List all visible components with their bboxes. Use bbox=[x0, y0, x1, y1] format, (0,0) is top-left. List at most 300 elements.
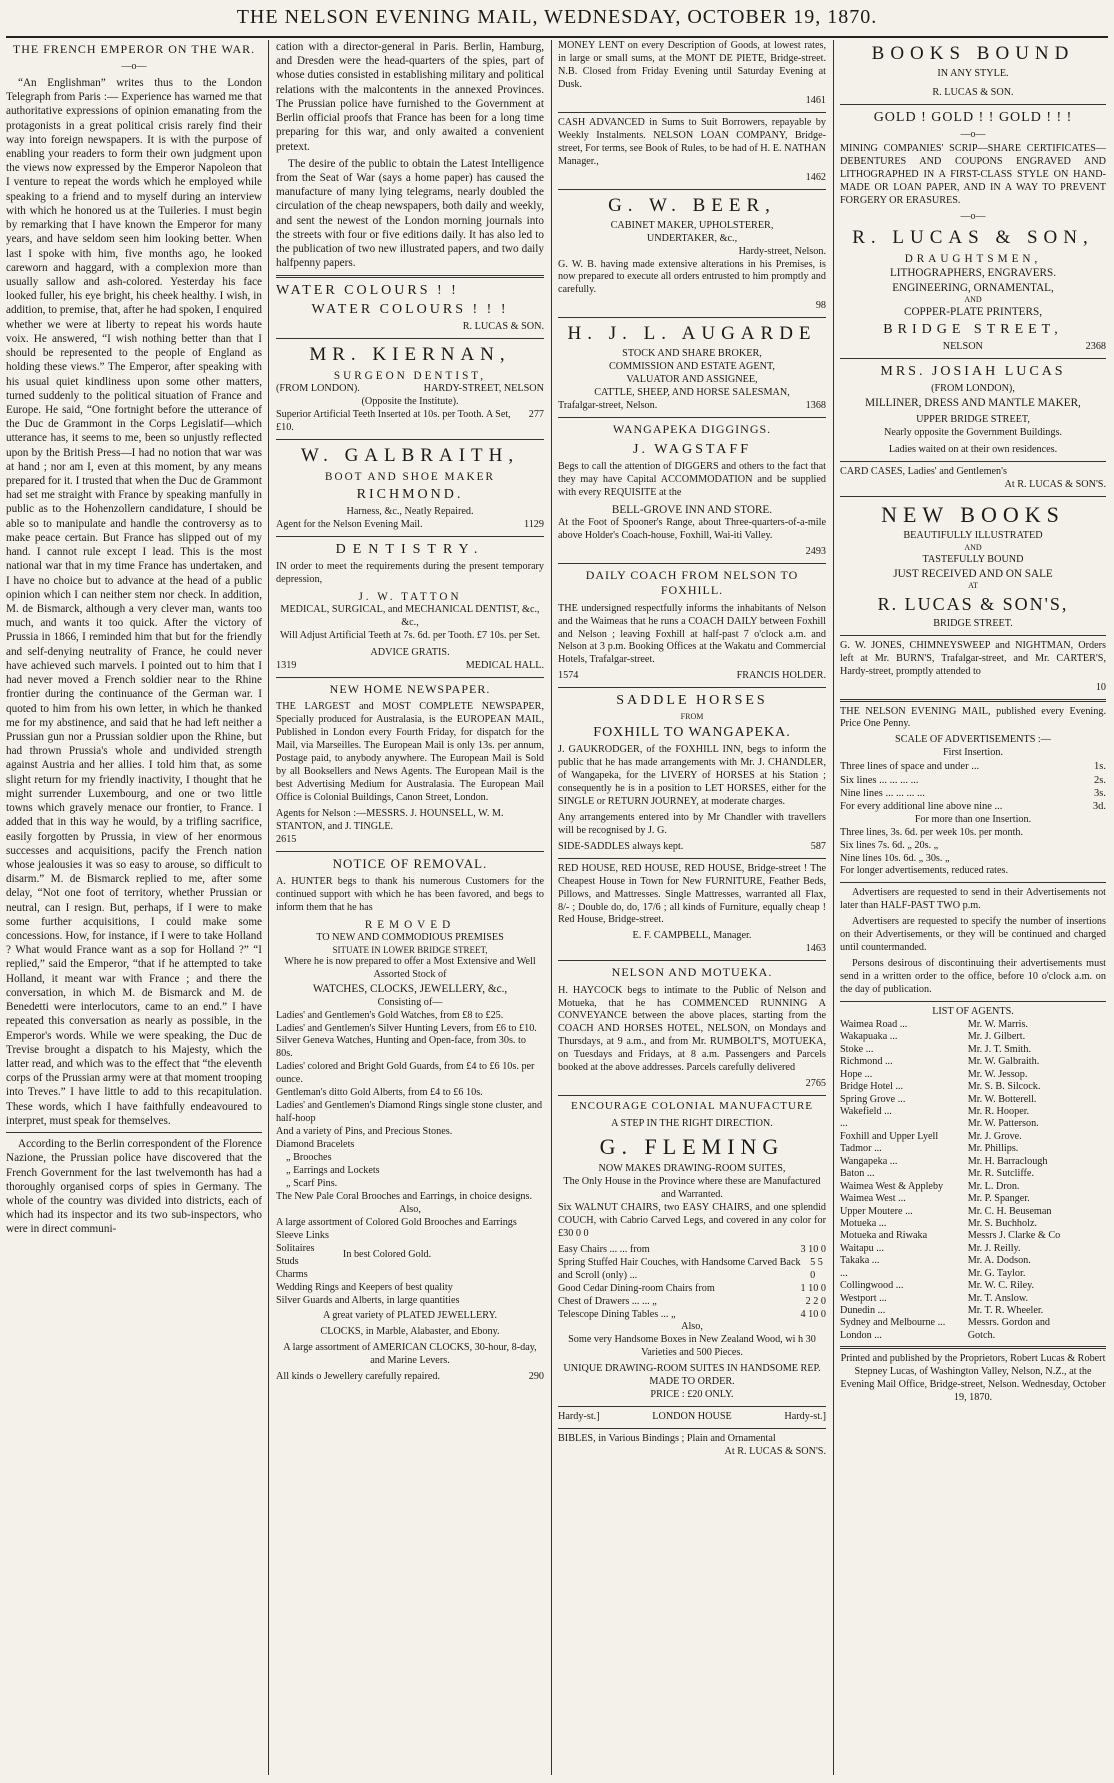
ad-line: BOOT AND SHOE MAKER bbox=[325, 471, 495, 484]
ad-heading: G. W. BEER, bbox=[608, 194, 776, 216]
ad-body: MINING COMPANIES' SCRIP—SHARE CERTIFICATES—DEBENTURES AND COUPONS ENGRAVED AND LITHOGRAPHED IN A FIRST-CLASS STYLE ON HAND-MADE OR LOAN PAPER, AND IN A WAY TO PREVENT FORGERY OR ERASURES. bbox=[840, 143, 1106, 207]
ad-line: Some very Handsome Boxes in New Zealand Wood, wi h 30 Varieties and 500 Pieces. bbox=[568, 1334, 816, 1359]
agent-place: Motueka ... bbox=[840, 1217, 887, 1229]
ad-line: LONDON HOUSE bbox=[652, 1411, 732, 1423]
ad-body: CARD CASES, Ladies' and Gentlemen's bbox=[840, 465, 1007, 477]
ad-nelson-motueka bbox=[558, 965, 826, 1091]
ad-new-home-newspaper bbox=[276, 682, 544, 847]
ad-bibles bbox=[558, 1433, 826, 1459]
agent-name: Mr. J. Grove. bbox=[967, 1130, 1022, 1142]
ad-cash-advanced bbox=[558, 117, 826, 185]
ad-line: BEAUTIFULLY ILLUSTRATED bbox=[903, 530, 1043, 542]
divider bbox=[558, 960, 826, 961]
price-value: 5 5 0 bbox=[810, 1256, 823, 1281]
agent-place: Takaka ... bbox=[840, 1255, 880, 1267]
agent-place: Upper Moutere ... bbox=[840, 1205, 913, 1217]
agent-place: Collingwood ... bbox=[840, 1280, 904, 1292]
ad-line: The Only House in the Province where these are Manufactured and Warranted. bbox=[563, 1176, 821, 1200]
ad-line: TO NEW AND COMMODIOUS PREMISES bbox=[316, 932, 504, 944]
divider bbox=[276, 275, 544, 278]
agent-name: Mr. W. Marris. bbox=[967, 1018, 1028, 1030]
list-of-agents bbox=[840, 1006, 1106, 1342]
ad-number: 587 bbox=[810, 840, 826, 852]
ad-body: Persons desirous of discontinuing their advertisements must send in a written order to the office, before 10 o'clock a.m. on the day of publication. bbox=[840, 958, 1106, 996]
ad-body: THE LARGEST and MOST COMPLETE NEWSPAPER, Specially produced for Australasia, is the EUROPEAN MAIL, Published in London every Fourth Friday, for dispatch for the Mail, via Marseilles. The European Mail is only 13s. per annum, Postage paid, to anybody anywhere. The European Mail is Sold by all Booksellers and News Agents. The European Mail is the best Advertising Medium for Australasia. The European Mail Office is Colonial Buildings, Canon Street, London. bbox=[276, 701, 544, 803]
item-list bbox=[276, 1010, 544, 1204]
agent-name: Mr. J. Gilbert. bbox=[967, 1031, 1026, 1043]
agent-place: Stoke ... bbox=[840, 1043, 874, 1055]
agents-heading: LIST OF AGENTS. bbox=[932, 1006, 1014, 1018]
divider bbox=[276, 439, 544, 440]
agent-name: Mr. G. Taylor. bbox=[967, 1267, 1026, 1279]
ad-line: MEDICAL HALL. bbox=[465, 659, 544, 671]
list-item: „ Brooches bbox=[286, 1152, 332, 1164]
ad-line: SITUATE IN LOWER BRIDGE STREET, bbox=[332, 945, 488, 956]
price-value: 3 10 0 bbox=[800, 1243, 826, 1255]
ad-line: J. W. TATTON bbox=[358, 590, 462, 603]
agent-name: Messrs. Gordon and bbox=[967, 1317, 1051, 1329]
ad-body: THE undersigned respectfully informs the inhabitants of Nelson and the Waimeas that he runs a COACH DAILY between Foxhill and Nelson ; leaving Foxhill at half-past 7 o'clock a.m. and Nelson at 3 p.m. Booking Offices at the Wakatu and Commercial Hotels, Trafalgar-street. bbox=[558, 602, 826, 666]
article-body: According to the Berlin correspondent of the Florence Nazione, the Prussian police have discovered that the French Government for the last twelvemonth has had a thoroughly organised corps of spies in Germany. The whole of the country was divided into districts, each of which had its inspector and its two sub-inspectors, who were in direct communi- bbox=[6, 1138, 262, 1236]
agent-name: Mr. J. T. Smith. bbox=[967, 1043, 1031, 1055]
ad-body: Advertisers are requested to send in their Advertisements not later than HALF-PAST TWO p.m. bbox=[840, 887, 1106, 912]
ad-books-bound bbox=[840, 42, 1106, 100]
price-item: Spring Stuffed Hair Couches, with Handsome Carved Back and Scroll (only) ... bbox=[558, 1256, 801, 1281]
ad-red-house bbox=[558, 863, 826, 957]
scale-table bbox=[840, 760, 1106, 813]
divider bbox=[558, 1406, 826, 1407]
ad-line: CABINET MAKER, UPHOLSTERER, bbox=[610, 219, 774, 231]
ad-heading: DENTISTRY. bbox=[335, 542, 485, 558]
article-body: cation with a director-general in Paris. Berlin, Hamburg, and Dresden were the head-quarters of the spies, part of whose duties consisted in establishing military and political relations with the malcontents in the annexed Provinces. The Prussian police have furnished to the Government at Berlin official proofs that France has been for a long time preparing for this war, and only awaited a convenient pretext. bbox=[276, 41, 544, 153]
masthead: THE NELSON EVENING MAIL, WEDNESDAY, OCTOBER 19, 1870. bbox=[236, 6, 878, 28]
divider bbox=[558, 1095, 826, 1096]
ad-line: COPPER-PLATE PRINTERS, bbox=[903, 305, 1042, 318]
ad-beer bbox=[558, 194, 826, 314]
ad-body: Advertisers are requested to specify the number of insertions on their Advertisements, or they will be continued and charged until countermanded. bbox=[840, 916, 1106, 954]
ad-line: ADVICE GRATIS. bbox=[370, 646, 450, 658]
price-value: 4 10 0 bbox=[800, 1308, 826, 1320]
ad-line: Six lines 7s. 6d. „ 20s. „ bbox=[840, 839, 939, 851]
price-item: Chest of Drawers ... ... „ bbox=[558, 1295, 657, 1307]
ad-saddle-horses bbox=[558, 692, 826, 853]
list-item: „ Earrings and Lockets bbox=[286, 1165, 380, 1176]
ad-line: A great variety of PLATED JEWELLERY. bbox=[322, 1310, 498, 1322]
ad-body: H. HAYCOCK begs to intimate to the Public of Nelson and Motueka, that he has COMMENCED RUNNING A CONVEYANCE between the above places, starting from the COACH AND HORSES HOTEL, NELSON, on Mondays and Thursdays, at 9 a.m., and from Mr. RUMBOLT'S, MOTUEKA, on Tuesdays and Fridays, at 8 a.m. Passengers and Parcels booked at the above addresses. Parcels carefully delivered bbox=[558, 984, 826, 1074]
ad-line: WATER COLOURS ! ! ! bbox=[311, 302, 509, 318]
ad-notice-of-removal bbox=[276, 856, 544, 1385]
agent-place: Waimea Road ... bbox=[840, 1018, 908, 1030]
ad-body: Any arrangements entered into by Mr Chandler with travellers will be recognised by J. G. bbox=[558, 811, 826, 836]
ad-heading: G. FLEMING bbox=[599, 1134, 785, 1160]
agent-place: Waimea West ... bbox=[840, 1193, 906, 1205]
ad-line: (Opposite the Institute). bbox=[361, 396, 459, 408]
divider bbox=[840, 1001, 1106, 1002]
agents-table bbox=[840, 1019, 1106, 1342]
ad-body: CASH ADVANCED in Sums to Suit Borrowers, repayable by Weekly Instalments. NELSON LOAN COMPANY, Bridge-street, For terms, see Book of Rules, to be had of H. E. NATHAN Manager., bbox=[558, 116, 826, 167]
ad-line: ENGINEERING, ORNAMENTAL, bbox=[892, 281, 1054, 294]
ad-line: BRIDGE STREET, bbox=[883, 322, 1063, 338]
ad-number: 10 bbox=[1095, 681, 1106, 693]
ad-line: Consisting of— bbox=[377, 996, 443, 1008]
agent-place: Wangapeka ... bbox=[840, 1155, 898, 1167]
ad-galbraith bbox=[276, 444, 544, 532]
ad-line: Will Adjust Artificial Teeth at 7s. 6d. per Tooth. £7 10s. per Set. bbox=[279, 629, 541, 641]
ad-body: G. W. JONES, CHIMNEYSWEEP and NIGHTMAN, Orders left at Mr. BURN'S, Trafalgar-street, and Mr. CARTER'S, Hardy-street, promptly attended to bbox=[840, 639, 1106, 677]
ornament: —o— bbox=[960, 128, 986, 140]
list-item: „ Scarf Pins. bbox=[286, 1177, 338, 1189]
agent-place: Sydney and Melbourne ... bbox=[840, 1317, 946, 1329]
ad-line: R. LUCAS & SON'S, bbox=[877, 593, 1069, 614]
ad-line: In best Colored Gold. bbox=[342, 1249, 432, 1261]
ad-body: Six WALNUT CHAIRS, two EASY CHAIRS, and one splendid COUCH, with Cabrio Carved Legs, and covered in any color for £30 0 0 bbox=[558, 1201, 826, 1239]
ad-number: 1368 bbox=[805, 400, 826, 412]
divider bbox=[276, 338, 544, 339]
agent-place: Spring Grove ... bbox=[840, 1093, 906, 1105]
column-1 bbox=[6, 40, 262, 1775]
agent-place: Wakapuaka ... bbox=[840, 1031, 898, 1043]
agent-place: Dunedin ... bbox=[840, 1305, 886, 1317]
ad-line: Ladies waited on at their own residences. bbox=[888, 443, 1058, 455]
ad-line: Silver Guards and Alberts, in large quantities bbox=[276, 1294, 460, 1306]
divider bbox=[276, 677, 544, 678]
ad-line: FOXHILL TO WANGAPEKA. bbox=[593, 725, 791, 741]
ad-heading: DAILY COACH FROM NELSON TO FOXHILL. bbox=[585, 568, 799, 598]
ad-heading: BOOKS BOUND bbox=[871, 43, 1075, 64]
agent-name: Mr. J. Reilly. bbox=[967, 1242, 1021, 1254]
divider bbox=[558, 112, 826, 113]
ad-line: PRICE : £20 ONLY. bbox=[650, 1389, 734, 1401]
ornament: —o— bbox=[121, 61, 147, 73]
list-item: Gentleman's ditto Gold Alberts, from £4 to £6 10s. bbox=[276, 1087, 483, 1099]
ad-line: WATCHES, CLOCKS, JEWELLERY, &c., bbox=[312, 983, 508, 996]
ad-line: Agent for the Nelson Evening Mail. bbox=[276, 519, 423, 531]
article-body: “An Englishman” writes thus to the London Telegraph from Paris :— Experience has warned me that authoritative expressions of opinion emanating from the protagonists in a great political crisis rarely find their way into foreign newspapers. It is with the purpose of enabling your readers to form their own judgment upon the views now expressed by the Emperor Napoleon that I venture to repeat the words which he employed while speaking to a friend and to myself during an interview with which he honored us at the Tuileries. I must begin by remarking that I have known the Emperor for many years, and have seldom seen him looking better. When last I spoke with him, five months ago, he looked careworn and haggard, with a complexion more than usually sallow and ash-colored. Yesterday his face looked fuller, his eye bright, his cheek healthy. I wish, in addition, to premise, that, after he had spoken, I enquired whether we were at liberty to repeat his words haute voix. He answered, “I wish nothing better than that I should be represented to the people of England as holding these views.” The Emperor, after speaking with his usual quiet kindliness upon some other matters, turned suddenly to the political situation of France and Europe. He said, “One fortnight before the utterance of the Duc de Grammont in the Corps Legislatif—which utterance has, it seems to me, been so unjustly reflected upon by the British Press—I had no notion that war was at hand ; nor am I, even at this moment, by any means prepared for it. I trusted that when the Duc de Grammont had set me straight with France by speaking manfully in public as to the Hohenzollern candidature, I should be able so to manipulate and handle the controversy as to make peace certain. But France has slipped out of my hand. I cannot rule except I lead. This is the most national war that in my time France has undertaken, and I have no choice but to advance at the head of a public opinion which I can neither stem nor check. In addition, M. de Bismarck, although a very clever man, wants too much, and wants it too quick. After the victory of Prussia in 1866, I reminded him that but for the friendly and self-denying neutrality of France, he could never have achieved such marvels. I pointed out to him that I had never moved a French soldier near to the Rhine frontier during the continuance of the German war. I quoted to him from his own letter, in which he thanked me for my abstinence, and said that he had left neither a Prussian gun nor a Prussian soldier upon the Rhine, but had thrown Prussia's whole and undivided strength against Austria and her allies. I told him that, as some slight return for my friendly inactivity, I thought that he might surrender Luxembourg, and one or two little towns which gravely menace our frontier, to France. I added that in this way he would, by a trifling sacrifice, easily forgotten by Prussia, in view of her enormous successes and acquisitions, pacify the French nation whose jealousies it was so easy to arouse, so difficult to disarm.” M. de Bismarck replied to me, after some delay, “Not one foot of territory, whether Prussian or neutral, can I resign. But, perhaps, if I were to make some further acquisitions, I could make some concessions. How, for instance, if I were to take Holland ? What would France want as a sop for Holland ?” “I replied,” said the Emperor, “that if he attempted to take Holland, it meant war with France ; and there the conversation, in which M. de Bismarck and M. de Benedetti were interlocutors, came to an end.” I have repeated this conversation as nearly as possible, in the Emperor's words. While we were speaking, the Duc de Trevise brought a dispatch to his Majesty, which the latter read, and which was to the effect that “the eleventh corps of the Prussian army were at that moment trooping into Treves.” I have little to add to this recapitulation. These words, which I have faithfully endeavoured to interpret, must speak for themselves. bbox=[6, 76, 262, 1127]
ad-daily-coach bbox=[558, 568, 826, 683]
ad-line: STOCK AND SHARE BROKER, bbox=[622, 348, 762, 360]
ad-line: FRANCIS HOLDER. bbox=[736, 670, 826, 682]
ad-line: SIDE-SADDLES always kept. bbox=[558, 840, 684, 852]
ad-heading: SCALE OF ADVERTISEMENTS :— bbox=[895, 734, 1051, 746]
agent-place: Motueka and Riwaka bbox=[840, 1230, 928, 1242]
scale-item: For every additional line above nine ... bbox=[840, 801, 1003, 813]
ad-line: CATTLE, SHEEP, AND HORSE SALESMAN, bbox=[594, 387, 790, 399]
divider bbox=[558, 417, 826, 418]
divider bbox=[840, 461, 1106, 462]
gold-heading: GOLD ! GOLD ! ! GOLD ! ! ! bbox=[873, 110, 1073, 126]
column-3 bbox=[558, 40, 826, 1775]
agent-name: Mr. Phillips. bbox=[967, 1143, 1019, 1155]
ad-line: Hardy-street, Nelson. bbox=[738, 245, 826, 257]
ad-new-books bbox=[840, 501, 1106, 631]
agent-place: Waitapu ... bbox=[840, 1242, 884, 1254]
ornament: —o— bbox=[960, 211, 986, 223]
ad-line: Superior Artificial Teeth Inserted at 10s. per Tooth. A Set, £10. bbox=[276, 409, 511, 434]
ad-line: Hardy-st.] bbox=[558, 1411, 600, 1423]
ad-line: Where he is now prepared to offer a Most Extensive and Well Assorted Stock of bbox=[284, 956, 536, 981]
ad-line: Agents for Nelson :—MESSRS. J. HOUNSELL, W. M. STANTON, and J. TINGLE. bbox=[276, 807, 504, 832]
price-value: 1 10 0 bbox=[800, 1282, 826, 1294]
ad-line: Also, bbox=[681, 1321, 703, 1333]
agent-name: Mr. S. Buchholz. bbox=[967, 1217, 1038, 1229]
ad-heading: NEW HOME NEWSPAPER. bbox=[329, 681, 491, 696]
ad-line: A STEP IN THE RIGHT DIRECTION. bbox=[611, 1118, 773, 1130]
ad-line: REMOVED bbox=[364, 918, 456, 931]
ad-body: A. HUNTER begs to thank his numerous Customers for the continued support with which he has been favored, and begs to inform them that he has bbox=[276, 876, 544, 913]
ad-line: MEDICAL, SURGICAL, and MECHANICAL DENTIST, &c., &c., bbox=[280, 604, 540, 628]
ad-heading: NELSON AND MOTUEKA. bbox=[611, 965, 773, 980]
ad-line: Also, bbox=[399, 1203, 421, 1215]
scale-item: Nine lines ... ... ... ... bbox=[840, 787, 925, 799]
ad-kiernan bbox=[276, 343, 544, 435]
ad-josiah-lucas bbox=[840, 363, 1106, 457]
agent-name: Mr. A. Dodson. bbox=[967, 1255, 1031, 1267]
ad-line: NELSON bbox=[942, 340, 983, 352]
ad-heading: NEW BOOKS bbox=[881, 501, 1065, 527]
price-item: Telescope Dining Tables ... „ bbox=[558, 1308, 676, 1320]
ad-number: 1129 bbox=[524, 519, 544, 531]
ad-line: FROM bbox=[680, 712, 704, 722]
column-rule bbox=[833, 40, 834, 1775]
divider bbox=[840, 882, 1106, 883]
ad-water-colours bbox=[276, 282, 544, 334]
ad-heading: H. J. L. AUGARDE bbox=[567, 323, 817, 345]
list-item: Diamond Bracelets bbox=[276, 1139, 355, 1151]
ad-line: At R. LUCAS & SON'S. bbox=[1004, 478, 1106, 490]
ad-line: LITHOGRAPHERS, ENGRAVERS. bbox=[889, 267, 1057, 280]
ad-line: Wedding Rings and Keepers of best quality bbox=[276, 1281, 453, 1293]
list-item: Studs bbox=[276, 1255, 299, 1267]
agent-place: London ... bbox=[840, 1329, 882, 1341]
ad-number: 1462 bbox=[805, 171, 826, 183]
divider bbox=[840, 104, 1106, 105]
list-item: Ladies' and Gentlemen's Gold Watches, from £8 to £25. bbox=[276, 1009, 504, 1021]
ad-augarde bbox=[558, 322, 826, 413]
agent-name: Mr. W. Jessop. bbox=[967, 1068, 1028, 1080]
agent-name: Mr. T. Anslow. bbox=[967, 1292, 1029, 1304]
ad-line: IN ANY STYLE. bbox=[937, 68, 1009, 80]
ad-line: BELL-GROVE INN AND STORE. bbox=[611, 504, 773, 517]
price-item: Good Cedar Dining-room Chairs from bbox=[558, 1282, 715, 1294]
divider bbox=[840, 358, 1106, 359]
ad-line: TASTEFULLY BOUND bbox=[922, 553, 1024, 565]
ad-heading: MRS. JOSIAH LUCAS bbox=[880, 363, 1066, 379]
column-2 bbox=[276, 40, 544, 1775]
scale-value: 2s. bbox=[1094, 774, 1106, 786]
divider bbox=[558, 317, 826, 318]
divider bbox=[558, 858, 826, 859]
agent-name: Mr. L. Dron. bbox=[967, 1180, 1020, 1192]
ad-line: CLOCKS, in Marble, Alabaster, and Ebony. bbox=[320, 1326, 500, 1338]
agent-name: Mr. C. H. Beuseman bbox=[967, 1205, 1052, 1217]
column-rule bbox=[551, 40, 552, 1775]
ad-line: Trafalgar-street, Nelson. bbox=[558, 400, 658, 412]
list-item: Charms bbox=[276, 1268, 308, 1280]
advertising-terms bbox=[840, 706, 1106, 998]
agent-name: Mr. W. C. Riley. bbox=[967, 1280, 1035, 1292]
ad-line: WATER COLOURS ! ! bbox=[276, 282, 459, 298]
column-4 bbox=[840, 40, 1106, 1775]
ad-wangapeka-diggings bbox=[558, 422, 826, 559]
ad-line: All kinds o Jewellery carefully repaired. bbox=[276, 1371, 441, 1383]
ad-line: AND bbox=[964, 294, 982, 304]
ad-line: (FROM LONDON), bbox=[931, 382, 1015, 394]
ad-line: AT bbox=[968, 580, 978, 590]
list-item: Silver Geneva Watches, Hunting and Open-face, from 30s. to 80s. bbox=[276, 1035, 526, 1060]
scale-item: Three lines of space and under ... bbox=[840, 761, 980, 773]
ad-body: MONEY LENT on every Description of Goods, at lowest rates, in large or small sums, at the MONT DE PIETE, Bridge-street. N.B. Closed from Friday Evening until Saturday Evening at Dusk. bbox=[558, 40, 826, 90]
list-item: The New Pale Coral Brooches and Earrings, in choice designs. bbox=[276, 1190, 533, 1202]
ad-heading: WANGAPEKA DIGGINGS. bbox=[612, 422, 772, 437]
ad-line: A large assortment of Colored Gold Brooches and Earrings bbox=[276, 1216, 517, 1228]
ad-card-cases bbox=[840, 466, 1106, 492]
ad-line: MILLINER, DRESS AND MANTLE MAKER, bbox=[865, 396, 1081, 409]
ad-heading: SADDLE HORSES bbox=[616, 693, 768, 709]
ad-line: A large assortment of AMERICAN CLOCKS, 30-hour, 8-day, and Marine Levers. bbox=[283, 1342, 537, 1367]
agent-place: ... bbox=[840, 1118, 848, 1130]
agent-name: Mr. W. Patterson. bbox=[967, 1118, 1039, 1130]
article-body: The desire of the public to obtain the Latest Intelligence from the Seat of War (says a home paper) has caused the manufacture of many lying telegrams, nearly doubled the circulation of the cheap newspapers, both daily and weekly, and sent the newest of the London morning journals into the streets with four or five editions daily. It has also led to the publication of two new illustrated papers, and two daily halfpenny papers. bbox=[276, 157, 544, 270]
ad-line: UNIQUE DRAWING-ROOM SUITES IN HANDSOME REP. MADE TO ORDER. bbox=[563, 1363, 821, 1388]
agent-name: Mr. R. Sutcliffe. bbox=[967, 1168, 1034, 1180]
ad-heading: ENCOURAGE COLONIAL MANUFACTURE bbox=[570, 1100, 814, 1113]
ad-line: (FROM LONDON). bbox=[276, 383, 360, 395]
scale-value: 3d. bbox=[1092, 801, 1106, 813]
ad-heading: NOTICE OF REMOVAL. bbox=[332, 855, 488, 871]
ad-dentistry bbox=[276, 541, 544, 673]
agent-place: Richmond ... bbox=[840, 1056, 893, 1068]
divider bbox=[558, 563, 826, 564]
ad-number: 2765 bbox=[805, 1078, 826, 1090]
ad-line: DRAUGHTSMEN, bbox=[904, 253, 1042, 266]
ad-line: AND bbox=[964, 543, 982, 553]
ad-line: IN order to meet the requirements during the present temporary depression, bbox=[276, 560, 544, 585]
ad-body: RED HOUSE, RED HOUSE, RED HOUSE, Bridge-street ! The Cheapest House in Town for New FURNITURE, Feather Beds, Pillows, and Mattresses. Single Mattresses, warranted all Flax, 8/- ; Double do, do, 17/6 ; all kinds of Furniture, equally cheap ! Red House, Bridge-street. bbox=[558, 862, 826, 926]
ad-number: 1463 bbox=[805, 943, 826, 955]
masthead-rule bbox=[6, 36, 1108, 38]
price-value: 2 2 0 bbox=[805, 1295, 826, 1307]
ad-number: 98 bbox=[815, 300, 826, 312]
ad-line: RICHMOND. bbox=[356, 487, 464, 503]
divider bbox=[558, 189, 826, 190]
ad-line: NOW MAKES DRAWING-ROOM SUITES, bbox=[598, 1163, 786, 1175]
agent-place: Bridge Hotel ... bbox=[840, 1081, 904, 1093]
ad-fleming bbox=[558, 1100, 826, 1402]
ad-body: THE NELSON EVENING MAIL, published every Evening. Price One Penny. bbox=[840, 705, 1106, 730]
ad-line: Three lines, 3s. 6d. per week 10s. per month. bbox=[840, 826, 1024, 838]
ad-line: For more than one Insertion. bbox=[914, 813, 1032, 825]
ad-line: HARDY-STREET, NELSON bbox=[423, 383, 544, 395]
agent-place: Baton ... bbox=[840, 1168, 875, 1180]
ad-body: Begs to call the attention of DIGGERS and others to the fact that they may have Capital ACCOMMODATION and be supplied with every REQUISITE at the bbox=[558, 461, 826, 499]
ad-line: Hardy-st.] bbox=[784, 1411, 826, 1423]
agent-name: Mr. R. Hooper. bbox=[967, 1106, 1030, 1118]
ad-body: G. W. B. having made extensive alterations in his Premises, is now prepared to execute all orders entrusted to him promptly and carefully. bbox=[558, 258, 826, 296]
ad-line: BRIDGE STREET. bbox=[933, 617, 1013, 629]
divider bbox=[840, 496, 1106, 497]
scale-value: 3s. bbox=[1094, 787, 1106, 799]
ad-body: At the Foot of Spooner's Range, about Three-quarters-of-a-mile above Holder's Coach-house, Foxhill, Wai-iti Valley. bbox=[558, 517, 826, 542]
ad-line: Nearly opposite the Government Buildings. bbox=[884, 426, 1062, 438]
divider bbox=[558, 1428, 826, 1429]
agent-place: Foxhill and Upper Lyell bbox=[840, 1130, 939, 1142]
divider bbox=[276, 536, 544, 537]
divider bbox=[6, 1132, 262, 1133]
ad-line: At R. LUCAS & SON'S. bbox=[724, 1446, 826, 1458]
ad-number: 290 bbox=[528, 1371, 544, 1383]
ad-line: COMMISSION AND ESTATE AGENT, bbox=[609, 361, 775, 373]
agent-place: Tadmor ... bbox=[840, 1143, 882, 1155]
ad-line: SURGEON DENTIST, bbox=[333, 370, 487, 383]
divider bbox=[840, 1346, 1106, 1349]
scale-value: 1s. bbox=[1094, 761, 1106, 773]
ad-number: 277 bbox=[528, 409, 544, 421]
agent-name: Mr. W. Botterell. bbox=[967, 1093, 1037, 1105]
divider bbox=[840, 635, 1106, 636]
ad-line: Nine lines 10s. 6d. „ 30s. „ bbox=[840, 852, 950, 864]
price-list bbox=[558, 1244, 826, 1322]
list-item: Ladies' colored and Bright Gold Guards, from £4 to £6 10s. per ounce. bbox=[276, 1061, 535, 1086]
agent-name: Messrs J. Clarke & Co bbox=[967, 1230, 1061, 1242]
agent-place: Westport ... bbox=[840, 1292, 887, 1304]
london-house-line bbox=[558, 1411, 826, 1424]
ad-line: Harness, &c., Neatly Repaired. bbox=[346, 506, 474, 518]
agent-name: Gotch. bbox=[967, 1329, 996, 1341]
agent-name: Mr. S. B. Silcock. bbox=[967, 1081, 1041, 1093]
ad-line: E. F. CAMPBELL, Manager. bbox=[632, 930, 752, 942]
ad-lucas-draughtsmen bbox=[840, 226, 1106, 354]
article-title: THE FRENCH EMPEROR ON THE WAR. bbox=[12, 42, 256, 56]
agent-name: Mr. H. Barraclough bbox=[967, 1155, 1048, 1167]
ad-line: JUST RECEIVED AND ON SALE bbox=[893, 567, 1053, 580]
price-item: Easy Chairs ... ... from bbox=[558, 1243, 650, 1255]
list-item: And a variety of Pins, and Precious Stones. bbox=[276, 1126, 453, 1138]
ad-number: 1319 bbox=[276, 659, 297, 671]
list-item: Ladies' and Gentlemen's Silver Hunting Levers, from £6 to £10. bbox=[276, 1022, 537, 1034]
agent-place: Hope ... bbox=[840, 1068, 873, 1080]
ad-heading: W. GALBRAITH, bbox=[300, 445, 520, 467]
agent-name: Mr. W. Galbraith. bbox=[967, 1056, 1040, 1068]
divider bbox=[558, 687, 826, 688]
list-item: Ladies' and Gentlemen's Diamond Rings single stone cluster, and half-hoop bbox=[276, 1100, 543, 1125]
ad-number: 2368 bbox=[1085, 340, 1106, 352]
ad-line: First Insertion. bbox=[943, 747, 1003, 759]
ad-line: For longer advertisements, reduced rates. bbox=[840, 865, 1009, 877]
ad-line: R. LUCAS & SON. bbox=[462, 321, 544, 333]
ad-money-lent bbox=[558, 40, 826, 108]
ad-line: VALUATOR AND ASSIGNEE, bbox=[626, 374, 758, 386]
ad-body: BIBLES, in Various Bindings ; Plain and Ornamental bbox=[558, 1433, 776, 1445]
ad-body: J. GAUKRODGER, of the FOXHILL INN, begs to inform the public that he has made arrangements with Mr. J. CHANDLER, of Wangapeka, for the LIVERY of HORSES at his Station ; consequently he is in a position to LET HORSES, either for the SINGLE or RETURN JOURNEY, at moderate charges. bbox=[558, 744, 826, 807]
agent-place: Wakefield ... bbox=[840, 1106, 892, 1118]
ad-heading: R. LUCAS & SON, bbox=[852, 226, 1094, 248]
column-rule bbox=[268, 40, 269, 1775]
divider bbox=[276, 851, 544, 852]
ad-line: J. WAGSTAFF bbox=[633, 442, 751, 458]
divider bbox=[840, 699, 1106, 702]
ad-line: UNDERTAKER, &c., bbox=[646, 232, 738, 244]
ad-jones bbox=[840, 640, 1106, 695]
ad-line: R. LUCAS & SON. bbox=[932, 87, 1014, 99]
ad-number: 2615 bbox=[276, 833, 297, 845]
list-item: Solitaires bbox=[276, 1242, 315, 1254]
agent-name: Mr. T. R. Wheeler. bbox=[967, 1305, 1044, 1317]
list-item: Sleeve Links bbox=[276, 1229, 329, 1241]
ad-number: 2493 bbox=[805, 546, 826, 558]
gold-list bbox=[276, 1230, 544, 1282]
ad-number: 1574 bbox=[558, 670, 579, 682]
agent-name: Mr. P. Spanger. bbox=[967, 1193, 1030, 1205]
